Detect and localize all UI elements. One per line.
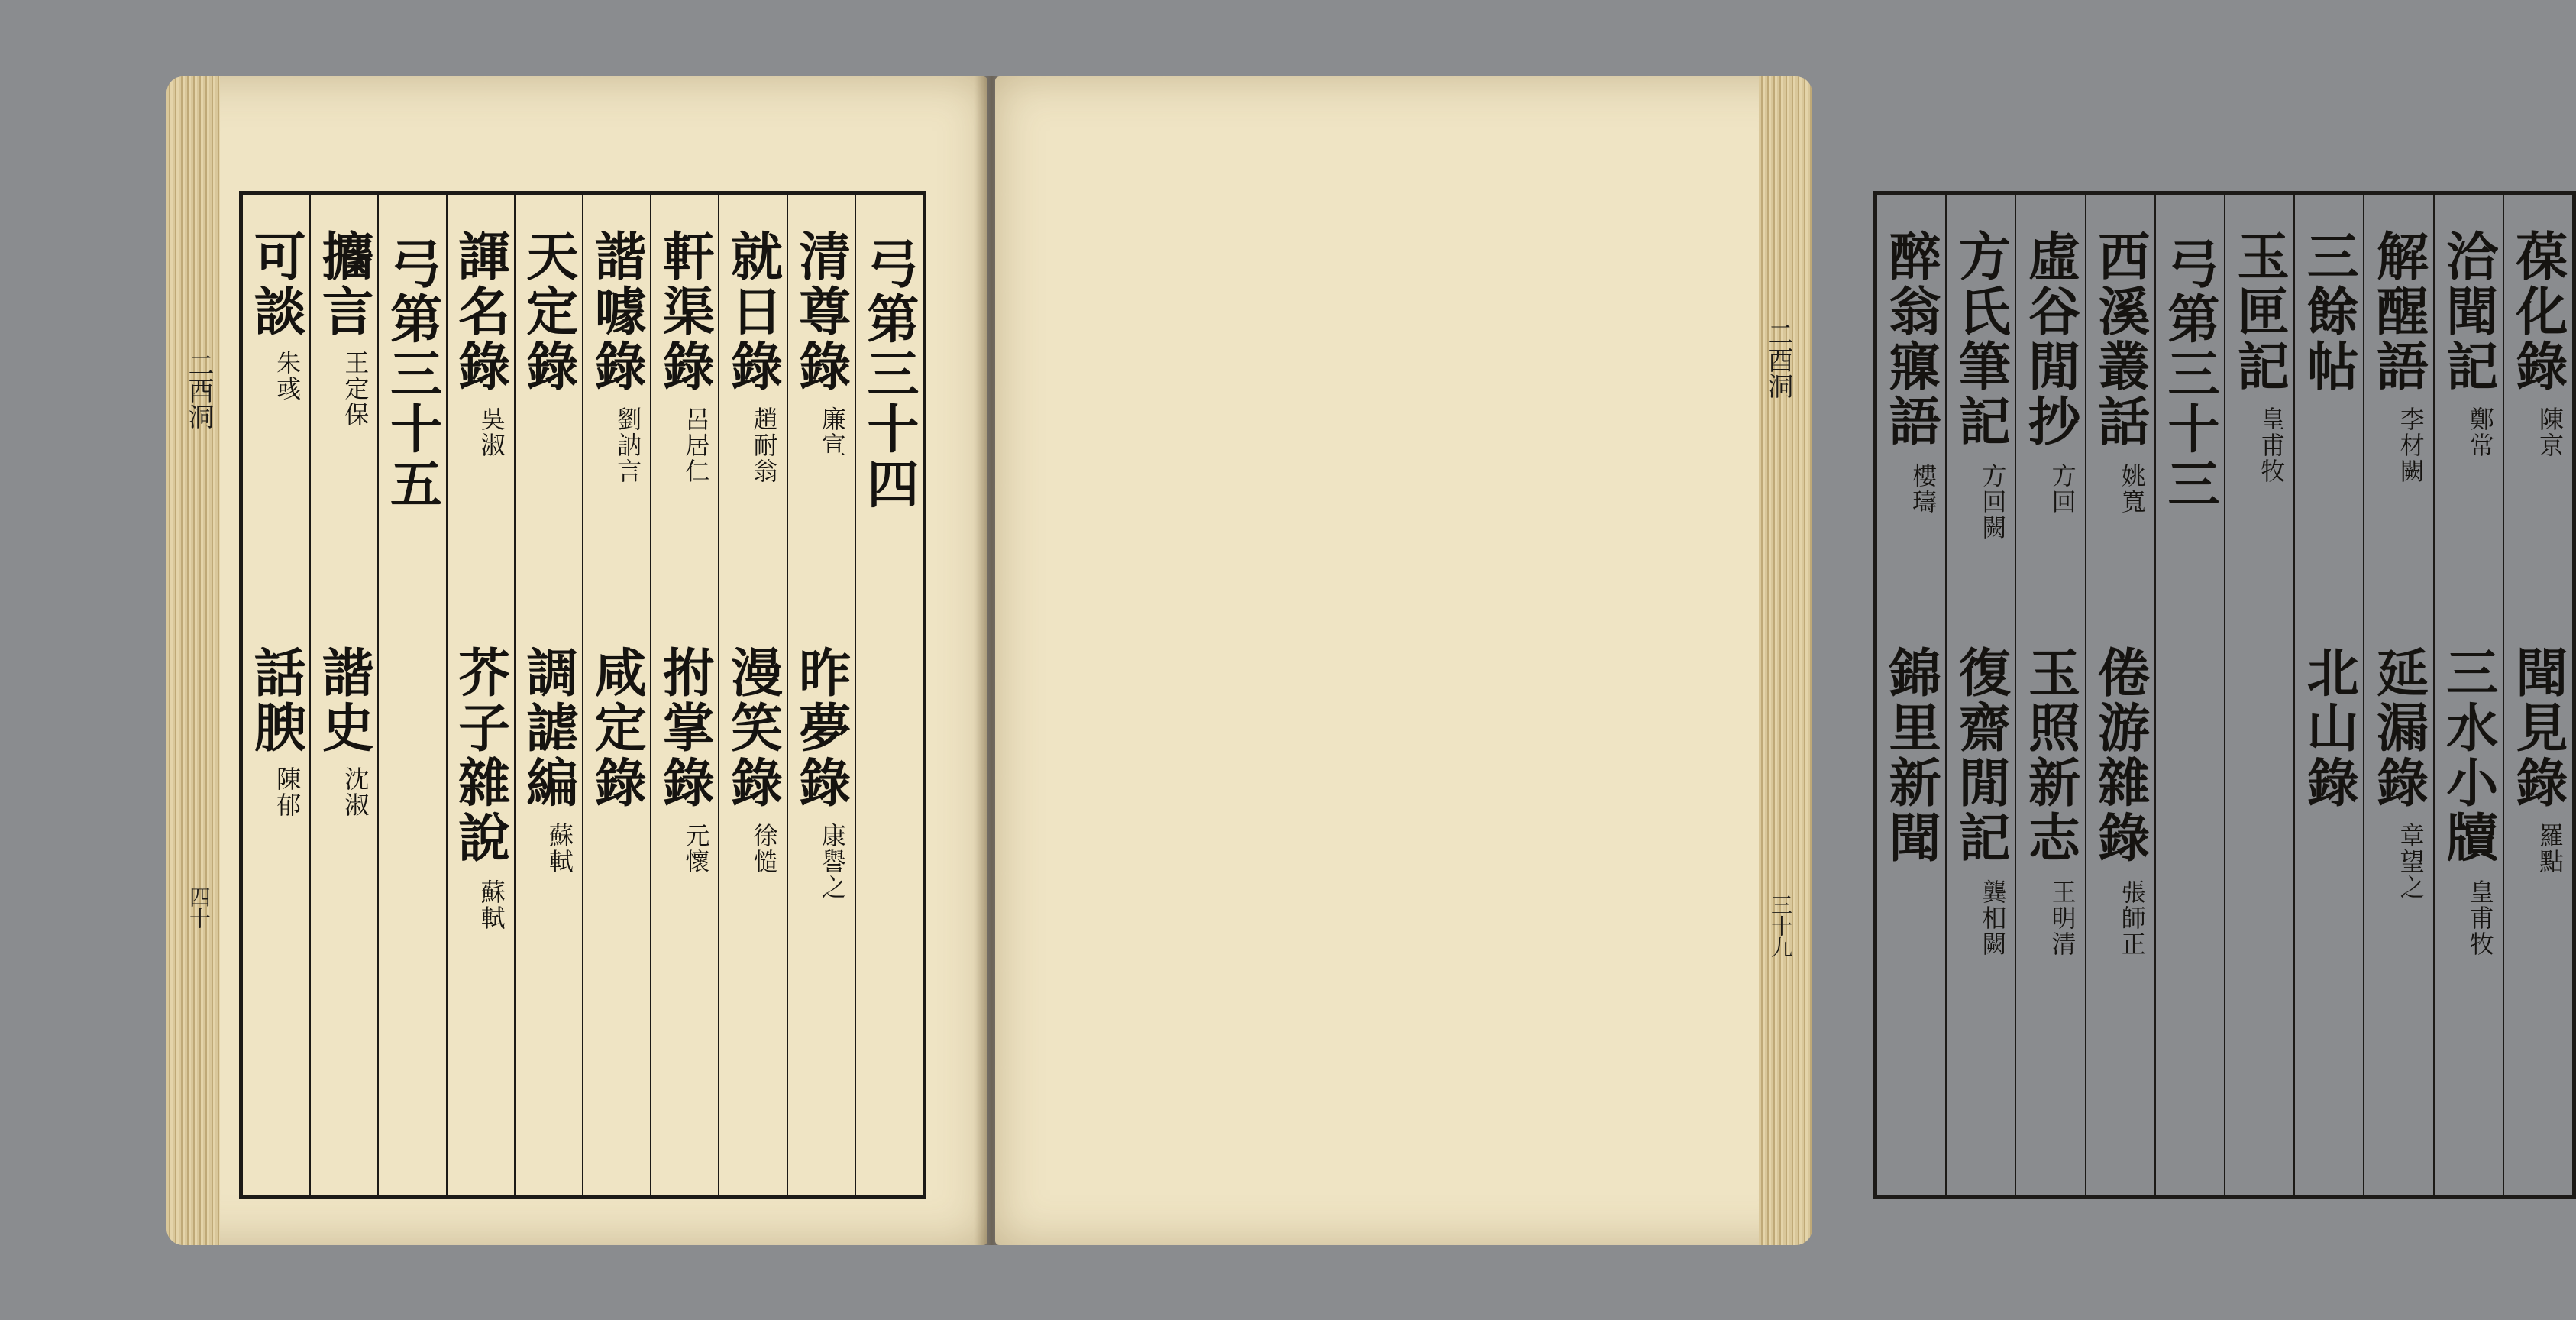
left-page-column — [309, 195, 377, 1195]
author-note: 皇甫牧 — [2465, 879, 2495, 957]
book-title: 就日錄 — [722, 229, 784, 394]
open-book — [166, 76, 2568, 1245]
left-page-column — [514, 195, 582, 1195]
left-page-column — [582, 195, 650, 1195]
book-title: 西溪叢話 — [2089, 229, 2151, 449]
right-page-column — [2085, 195, 2154, 1195]
book-title: 天定錄 — [517, 229, 579, 394]
right-text-frame — [1873, 191, 2576, 1199]
book-title: 漫笑錄 — [722, 645, 784, 810]
page-edge-right — [1759, 76, 1812, 1245]
author-note: 樓璹 — [1909, 463, 1938, 515]
book-title: 三餘帖 — [2298, 229, 2360, 394]
author-note: 元懷 — [681, 823, 711, 875]
right-page-column — [1945, 195, 2015, 1195]
page-edge-left — [166, 76, 220, 1245]
right-page — [995, 76, 2568, 1245]
author-note: 吳淑 — [477, 406, 506, 458]
author-note: 王明清 — [2048, 879, 2077, 957]
book-title: 諢名錄 — [449, 229, 511, 394]
book-title: 拊掌錄 — [654, 645, 716, 810]
book-title: 倦游雜錄 — [2089, 645, 2151, 865]
author-note: 康譽之 — [817, 823, 847, 901]
section-heading: 弓第三十三 — [2158, 237, 2220, 512]
book-title: 可談 — [245, 229, 307, 339]
right-margin-title: 二酉洞 — [1763, 321, 1793, 399]
book-title: 軒渠錄 — [654, 229, 716, 394]
left-page-column — [446, 195, 514, 1195]
author-note: 鄭常 — [2465, 406, 2495, 458]
right-page-column — [2293, 195, 2363, 1195]
right-page-number: 三十九 — [1768, 894, 1793, 958]
book-title: 三水小牘 — [2437, 645, 2499, 865]
book-title: 復齋閒記 — [1950, 645, 2012, 865]
book-title: 洽聞記 — [2437, 229, 2499, 394]
book-title: 清尊錄 — [790, 229, 852, 394]
book-title: 諧噱錄 — [586, 229, 648, 394]
left-page-column — [650, 195, 718, 1195]
left-page-number: 四十 — [186, 886, 212, 929]
author-note: 趙耐翁 — [749, 406, 779, 484]
book-title: 延漏錄 — [2368, 645, 2429, 810]
author-note: 劉訥言 — [613, 406, 643, 484]
author-note: 沈淑 — [341, 766, 370, 818]
author-note: 陳京 — [2536, 406, 2565, 458]
author-note: 姚寬 — [2117, 463, 2147, 515]
left-page-column — [718, 195, 786, 1195]
book-title: 錦里新聞 — [1880, 645, 1942, 865]
author-note: 蘇軾 — [545, 823, 574, 875]
book-title: 葆化錄 — [2507, 229, 2568, 394]
book-title: 芥子雜說 — [449, 645, 511, 865]
book-title: 攟言 — [313, 229, 375, 339]
author-note: 朱彧 — [273, 350, 302, 402]
book-title: 玉匣記 — [2229, 229, 2290, 394]
left-page — [166, 76, 987, 1245]
book-title: 諧史 — [313, 645, 375, 755]
right-page-column — [2224, 195, 2293, 1195]
left-page-column — [855, 195, 923, 1195]
book-title: 玉照新志 — [2019, 645, 2081, 865]
author-note: 方回 — [2048, 463, 2077, 515]
book-title: 調謔編 — [517, 645, 579, 810]
right-page-column — [2015, 195, 2084, 1195]
book-title: 方氏筆記 — [1950, 229, 2012, 449]
book-title: 咸定錄 — [586, 645, 648, 810]
book-title: 解醒語 — [2368, 229, 2429, 394]
section-heading: 弓第三十四 — [858, 237, 920, 512]
book-title: 話腴 — [245, 645, 307, 755]
right-page-column — [2363, 195, 2432, 1195]
author-note: 皇甫牧 — [2257, 406, 2287, 484]
left-page-column — [243, 195, 309, 1195]
author-note: 陳郁 — [273, 766, 302, 818]
author-note: 王定保 — [341, 350, 370, 428]
author-note: 羅點 — [2536, 823, 2565, 875]
author-note: 方回闕 — [1978, 463, 2008, 541]
author-note: 李材闕 — [2396, 406, 2426, 484]
left-margin-title: 二酉洞 — [183, 351, 214, 429]
book-title: 虛谷閒抄 — [2019, 229, 2081, 449]
left-page-column — [377, 195, 445, 1195]
left-text-frame — [239, 191, 926, 1199]
author-note: 張師正 — [2117, 879, 2147, 957]
author-note: 呂居仁 — [681, 406, 711, 484]
right-page-column — [2503, 195, 2572, 1195]
book-title: 聞見錄 — [2507, 645, 2568, 810]
book-title: 昨夢錄 — [790, 645, 852, 810]
right-page-column — [1877, 195, 1945, 1195]
right-page-column — [2154, 195, 2224, 1195]
author-note: 龔相闕 — [1978, 879, 2008, 957]
book-title: 醉翁寱語 — [1880, 229, 1942, 449]
author-note: 蘇軾 — [477, 879, 506, 931]
author-note: 徐慥 — [749, 823, 779, 875]
section-heading: 弓第三十五 — [381, 237, 443, 512]
right-page-column — [2433, 195, 2503, 1195]
author-note: 章望之 — [2396, 823, 2426, 901]
book-title: 北山錄 — [2298, 645, 2360, 810]
author-note: 廉宣 — [817, 406, 847, 458]
left-page-column — [787, 195, 855, 1195]
